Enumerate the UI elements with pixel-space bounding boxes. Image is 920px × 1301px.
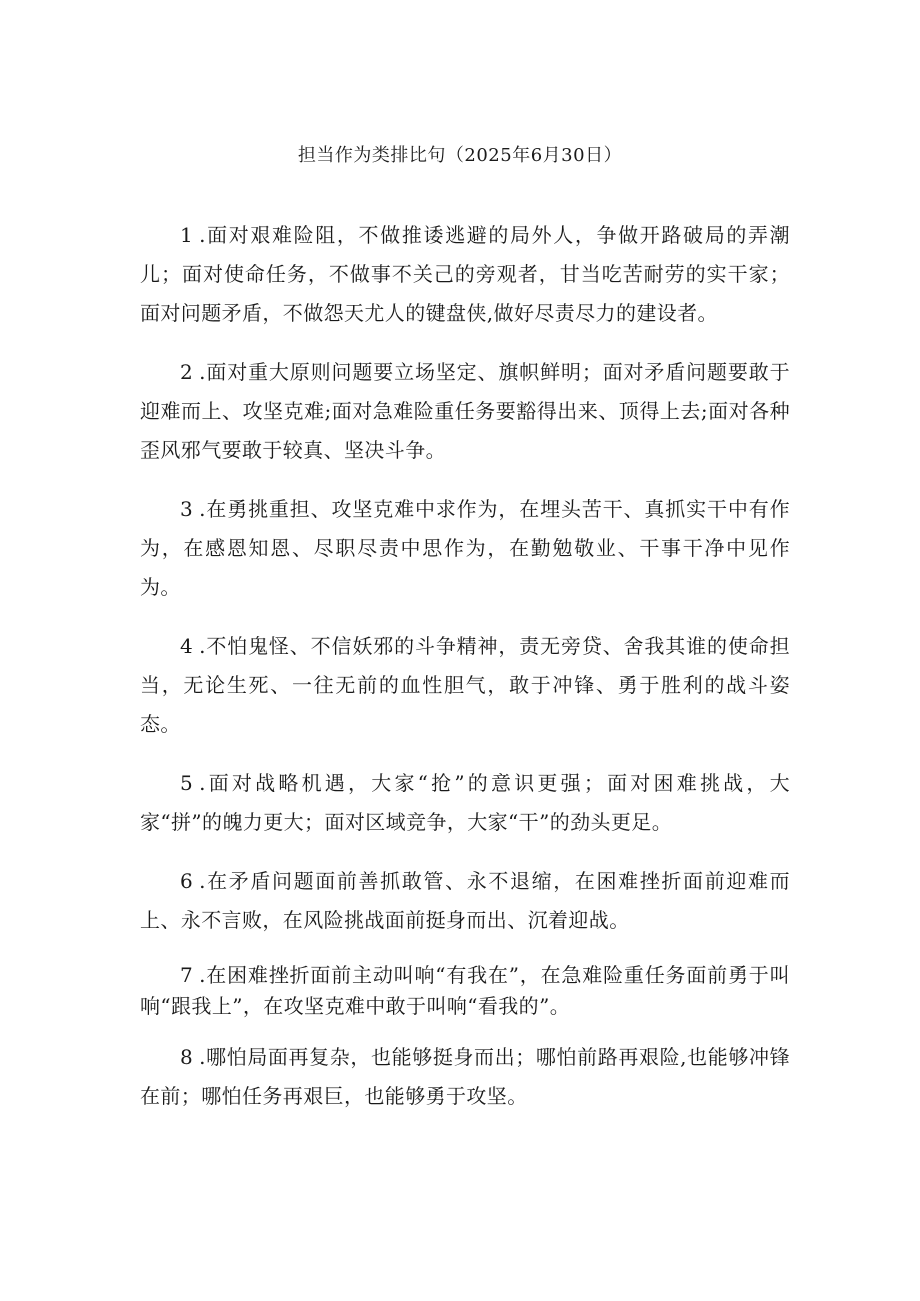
paragraph-text: .面对战略机遇，大家“抢”的意识更强；面对困难挑战，大家“拼”的魄力更大；面对区域竞争，大家“干”的劲头更足。: [140, 771, 790, 834]
paragraph-number: 3: [180, 497, 194, 521]
paragraph-text: .面对艰难险阻，不做推诿逃避的局外人，争做开路破局的弄潮儿；面对使命任务，不做事不关己的旁观者，甘当吃苦耐劳的实干家；面对问题矛盾，不做怨天尤人的键盘侠,做好尽责尽力的建设者。: [140, 223, 790, 325]
paragraph-list: [140, 216, 790, 1136]
paragraph-number: 7: [180, 963, 194, 987]
paragraph-8: [140, 1038, 790, 1116]
paragraph-text: .不怕鬼怪、不信妖邪的斗争精神，责无旁贷、舍我其谁的使命担当，无论生死、一往无前的血性胆气，敢于冲锋、勇于胜利的战斗姿态。: [140, 634, 790, 736]
document-title: 担当作为类排比句（2025年6月30日）: [297, 145, 623, 166]
paragraph-1: [140, 216, 790, 333]
paragraph-number: 4: [180, 634, 194, 658]
paragraph-number: 2: [180, 360, 194, 384]
paragraph-text: .在勇挑重担、攻坚克难中求作为，在埋头苦干、真抓实干中有作为，在感恩知恩、尽职尽责中思作为，在勤勉敬业、干事干净中见作为。: [140, 497, 790, 599]
paragraph-number: 8: [180, 1045, 194, 1069]
paragraph-7: [140, 960, 790, 1022]
paragraph-number: 1: [180, 223, 194, 247]
paragraph-4: [140, 627, 790, 744]
paragraph-2: [140, 353, 790, 470]
paragraph-3: [140, 490, 790, 607]
paragraph-text: .哪怕局面再复杂，也能够挺身而出；哪怕前路再艰险,也能够冲锋在前；哪怕任务再艰巨，也能够勇于攻坚。: [140, 1045, 790, 1108]
paragraph-text: .在矛盾问题面前善抓敢管、永不退缩，在困难挫折面前迎难而上、永不言败，在风险挑战面前挺身而出、沉着迎战。: [140, 869, 790, 932]
paragraph-number: 6: [180, 869, 194, 893]
paragraph-text: .面对重大原则问题要立场坚定、旗帜鲜明；面对矛盾问题要敢于迎难而上、攻坚克难;面对急难险重任务要豁得出来、顶得上去;面对各种歪风邪气要敢于较真、坚决斗争。: [140, 360, 790, 462]
paragraph-text: .在困难挫折面前主动叫响“有我在”，在急难险重任务面前勇于叫响“跟我上”，在攻坚克难中敢于叫响“看我的”。: [140, 963, 790, 1018]
paragraph-6: [140, 862, 790, 940]
paragraph-number: 5: [180, 771, 194, 795]
paragraph-5: [140, 764, 790, 842]
